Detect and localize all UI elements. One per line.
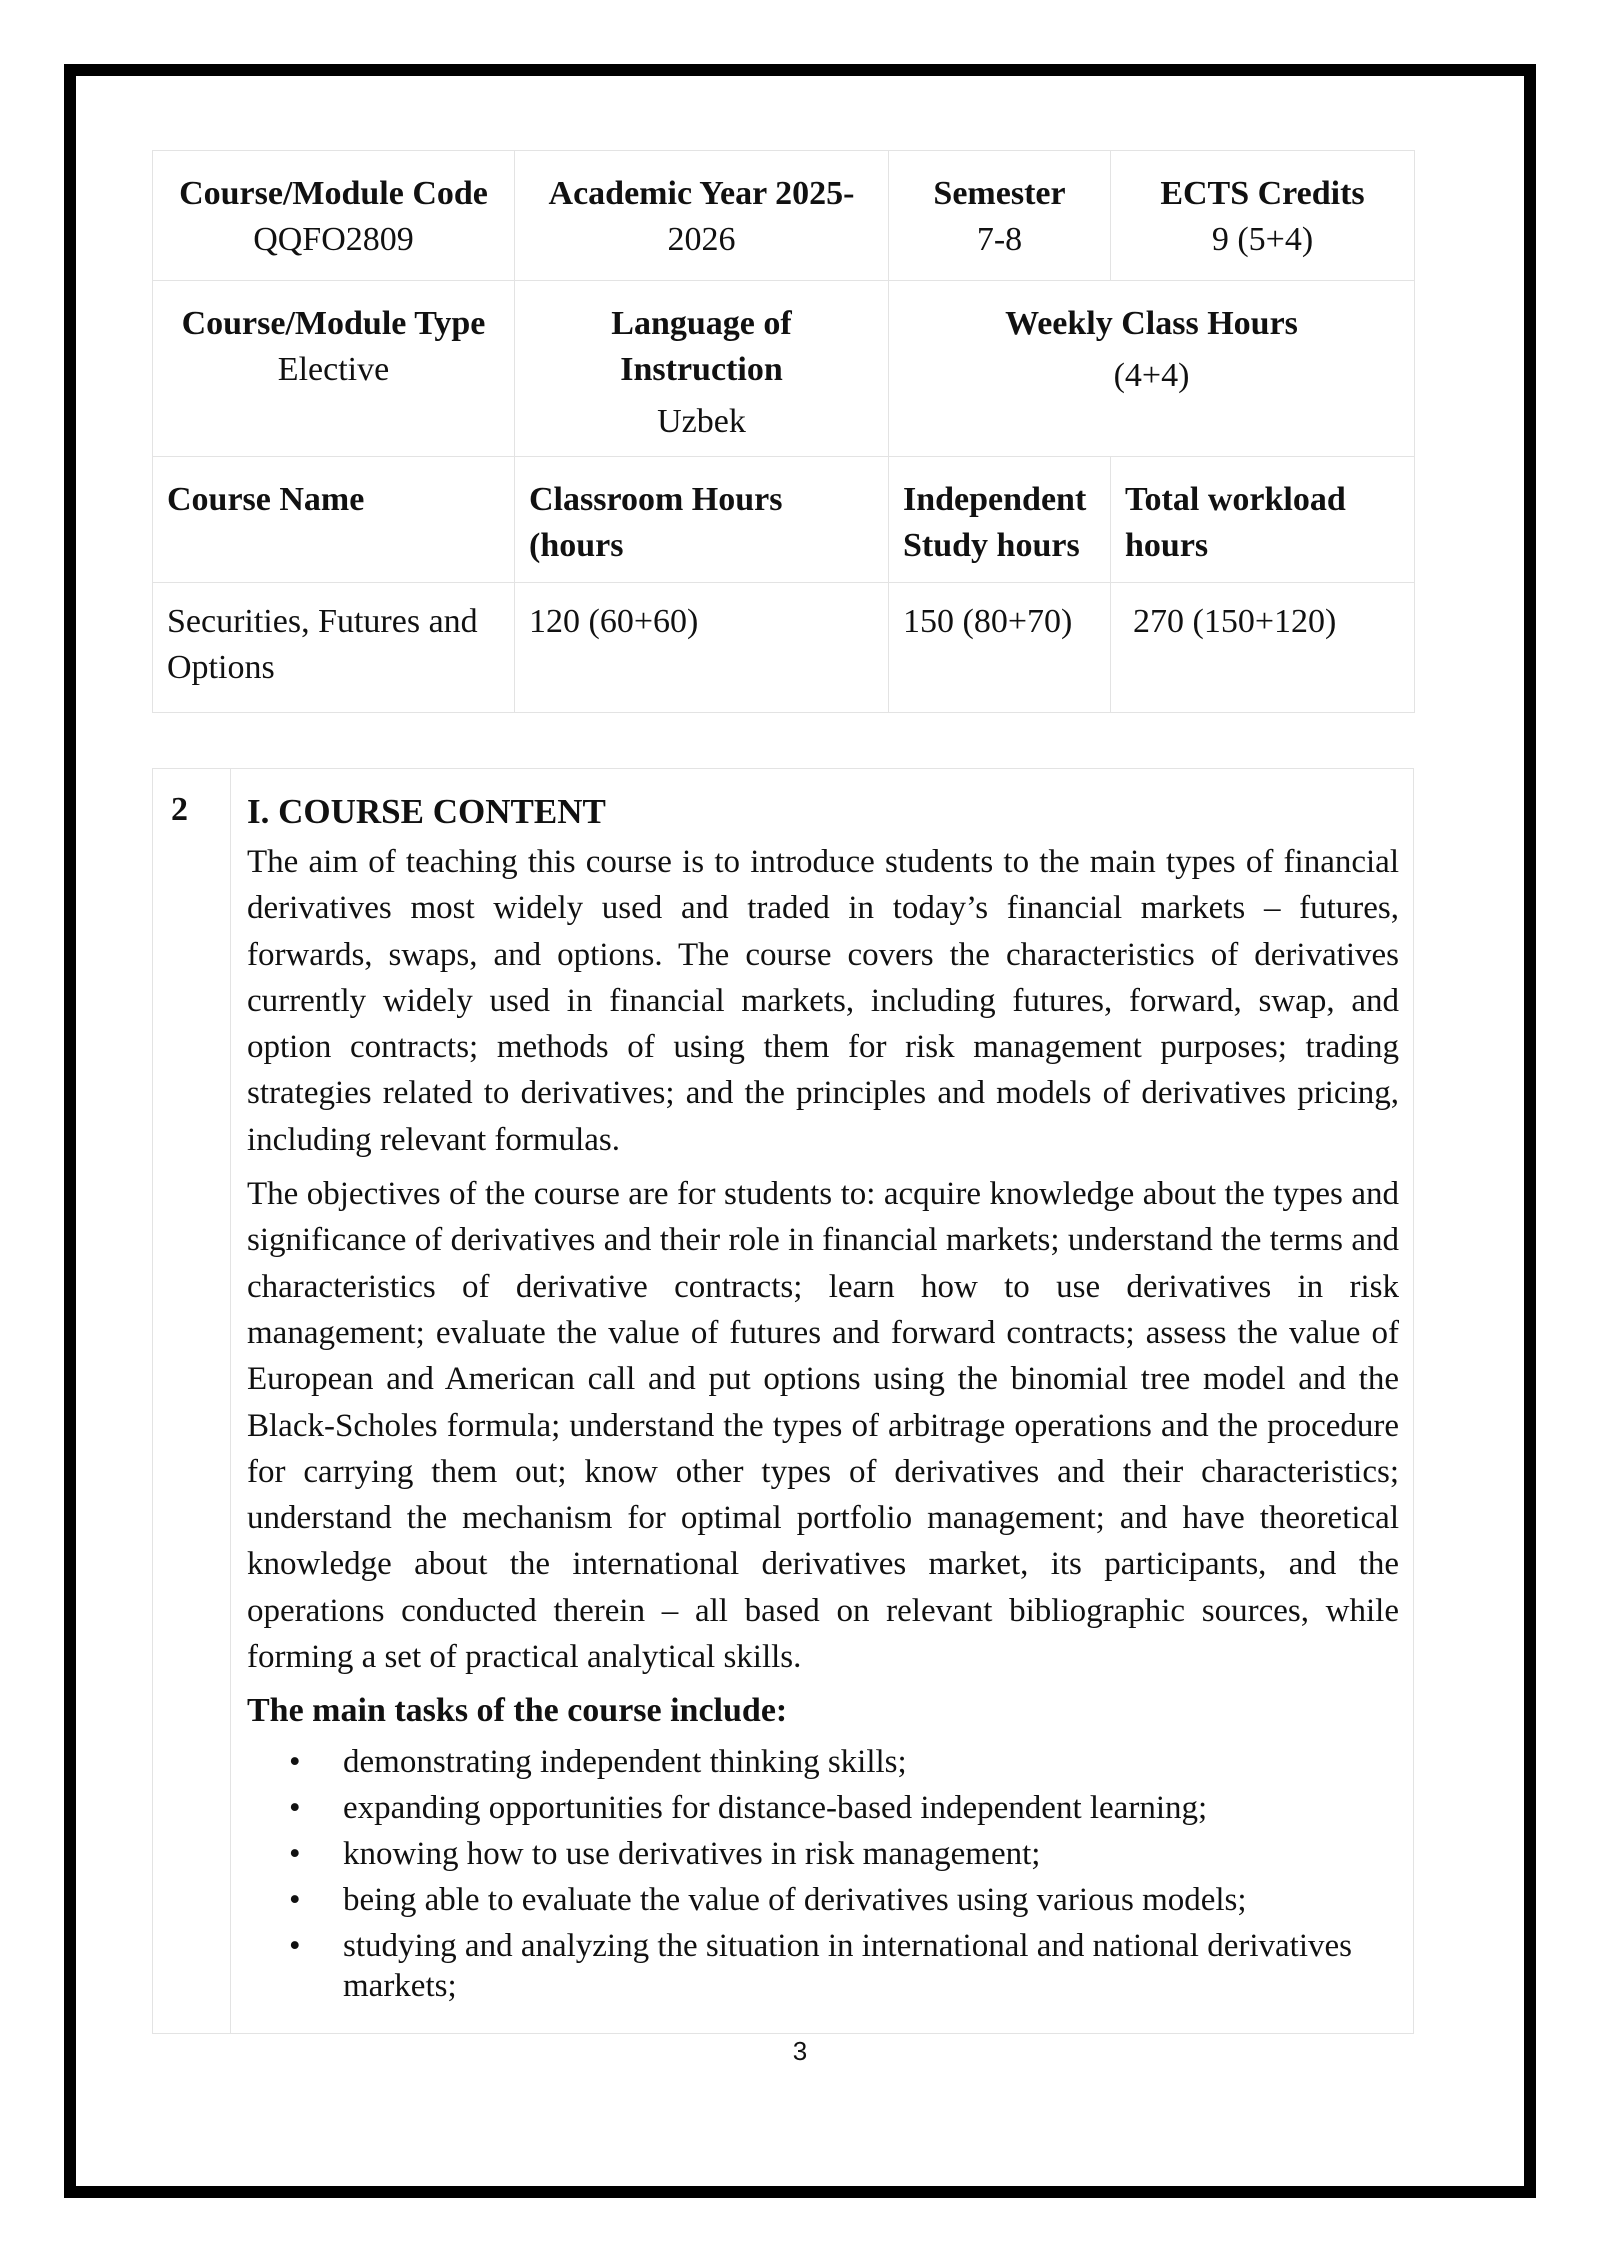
- module-type-cell: [153, 281, 515, 457]
- total-workload-header: Total workload hours: [1111, 457, 1415, 583]
- semester-value: 7-8: [976, 221, 1023, 258]
- bullet-icon: •: [289, 1744, 301, 1781]
- ects-label: ECTS Credits: [1160, 175, 1365, 212]
- bullet-icon: •: [289, 1836, 301, 1873]
- section-body: [231, 769, 1414, 2034]
- course-content-table: [152, 768, 1414, 2034]
- tasks-title: The main tasks of the course include:: [247, 1692, 788, 1730]
- section-number: 2: [153, 769, 231, 2034]
- course-name-value: Securities, Futures and Options: [153, 583, 515, 713]
- info-row-headers: [153, 457, 1415, 583]
- module-code-cell: [153, 151, 515, 281]
- module-code-value: QQFO2809: [253, 221, 414, 258]
- total-workload-value: 270 (150+120): [1111, 583, 1415, 713]
- list-item: • expanding opportunities for distance-based independent learning;: [289, 1790, 1208, 1827]
- course-info-table: [152, 150, 1415, 713]
- academic-year-value: 2026: [667, 221, 736, 258]
- independent-study-value: 150 (80+70): [889, 583, 1111, 713]
- language-value: Uzbek: [657, 403, 746, 440]
- language-cell: [515, 281, 889, 457]
- language-label: Language of Instruction: [611, 305, 792, 388]
- list-item: • demonstrating independent thinking skills;: [289, 1744, 907, 1781]
- semester-cell: [889, 151, 1111, 281]
- module-type-label: Course/Module Type: [181, 305, 486, 342]
- section-title: I. COURSE CONTENT: [247, 792, 606, 831]
- aim-paragraph: The aim of teaching this course is to introduce students to the main types of financial derivatives most widely used and traded in today’s financial markets – futures, forwards, swaps, and options. The course covers the characteristics of derivatives currently widely used in financial markets, including futures, forward, swap, and option contracts; methods of using them for risk management purposes; trading strategies related to derivatives; and the principles and models of derivatives pricing, including relevant formulas.: [247, 844, 1399, 1158]
- page-number: 3: [792, 2036, 808, 2066]
- weekly-hours-value: (4+4): [1113, 357, 1190, 394]
- classroom-hours-header: Classroom Hours (hours: [515, 457, 889, 583]
- ects-cell: [1111, 151, 1415, 281]
- module-code-label: Course/Module Code: [179, 175, 488, 212]
- bullet-icon: •: [289, 1790, 301, 1827]
- list-item: • studying and analyzing the situation in international and national derivatives markets;: [289, 1928, 1352, 2005]
- info-row-codes: [153, 151, 1415, 281]
- academic-year-label: Academic Year 2025-: [548, 175, 855, 212]
- semester-label: Semester: [933, 175, 1066, 212]
- bullet-icon: •: [289, 1882, 301, 1919]
- academic-year-cell: [515, 151, 889, 281]
- info-row-types: [153, 281, 1415, 457]
- module-type-value: Elective: [277, 351, 390, 388]
- list-item: • being able to evaluate the value of derivatives using various models;: [289, 1882, 1247, 1919]
- bullet-icon: •: [289, 1928, 301, 1965]
- objectives-paragraph: The objectives of the course are for students to: acquire knowledge about the types and significance of derivatives and their role in financial markets; understand the terms and characteristics of derivative contracts; learn how to use derivatives in risk management; evaluate the value of futures and forward contracts; assess the value of European and American call and put options using the binomial tree model and the Black-Scholes formula; understand the types of arbitrage operations and the procedure for carrying them out; know other types of derivatives and their characteristics; understand the mechanism for optimal portfolio management; and have theoretical knowledge about the international derivatives market, its participants, and the operations conducted therein – all based on relevant bibliographic sources, while forming a set of practical analytical skills.: [247, 1176, 1399, 1676]
- ects-value: 9 (5+4): [1211, 221, 1314, 258]
- info-row-values: [153, 583, 1415, 713]
- classroom-hours-value: 120 (60+60): [515, 583, 889, 713]
- weekly-hours-label: Weekly Class Hours: [1005, 305, 1298, 342]
- independent-study-header: Independent Study hours: [889, 457, 1111, 583]
- weekly-hours-cell: [889, 281, 1415, 457]
- course-name-header: Course Name: [153, 457, 515, 583]
- list-item: • knowing how to use derivatives in risk management;: [289, 1836, 1041, 1873]
- tasks-list: [247, 1742, 1399, 2006]
